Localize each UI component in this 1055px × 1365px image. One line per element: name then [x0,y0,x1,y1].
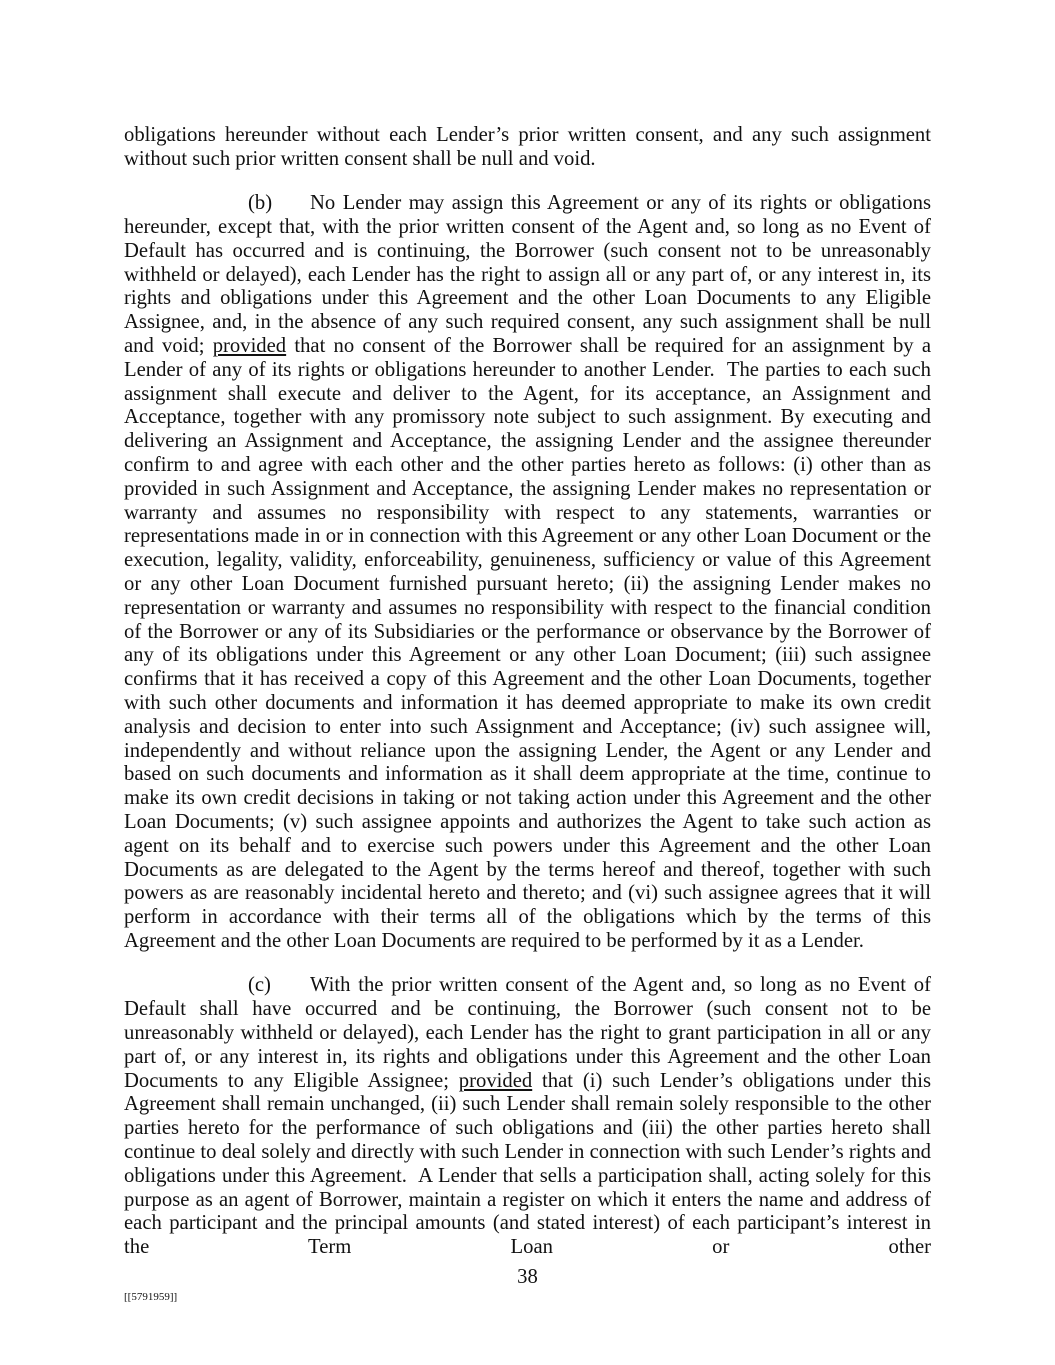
paragraph-c-label: (c) [248,974,271,997]
paragraph-b-provided: provided [212,335,287,358]
paragraph-b-label: (b) [248,192,273,215]
paragraph-b-text-1: No Lender may assign this Agreement or any of its rights or obligations hereunder, except that, with the prior written consent of the Agent and, so long as no Event of Default has occurred and is continuing, the Borrower (such consent not to be unreasonably withheld or delayed), each Lender has the right to assign all or any part of, or any interest in, its rights and obligations under this Agreement and the other Loan Documents to any Eligible Assignee, and, in the absence of any such required consent, any such assignment shall be null and void; [124,192,937,358]
paragraph-continuation: obligations hereunder without each Lender’s prior written consent, and any such assignment without such prior written consent shall be null and void. [124,124,937,170]
paragraph-b-text-2: that no consent of the Borrower shall be required for an assignment by a Lender of any of its rights or obligations hereunder to another Lender. The parties to each such assignment shall execute and deliver to the Agent, for its acceptance, an Assignment and Acceptance, together with any promissory note subject to such assignment. By executing and delivering an Assignment and Acceptance, the assigning Lender and the assignee thereunder confirm to and agree with each other and the other parties hereto as follows: (i) other than as provided in such Assignment and Acceptance, the assigning Lender makes no representation or warranty and assumes no responsibility with respect to any statements, warranties or representations made in or in connection with this Agreement or any other Loan Document or the execution, legality, validity, enforceability, genuineness, sufficiency or value of this Agreement or any other Loan Document furnished pursuant hereto; (ii) the assigning Lender makes no representation or warranty and assumes no responsibility with respect to the financial condition of the Borrower or any of its Subsidiaries or the performance or observance by the Borrower of any of its obligations under this Agreement or any other Loan Document; (iii) such assignee confirms that it has received a copy of this Agreement and the other Loan Documents, together with such other documents and information it has deemed appropriate to make its own credit analysis and decision to enter into such Assignment and Acceptance; (iv) such assignee will, independently and without reliance upon the assigning Lender, the Agent or any Lender and based on such documents and information as it shall deem appropriate at the time, continue to make its own credit decisions in taking or not taking action under this Agreement and the other Loan Documents; (v) such assignee appoints and authorizes the Agent to take such action as agent on its behalf and to exercise such powers under this Agreement and the other Loan Documents as are delegated to the Agent by the terms hereof and thereof, together with such powers as are reasonably incidental hereto and thereto; and (vi) such assignee agrees that it will perform in accordance with their terms all of the obligations which by the terms of this Agreement and the other Loan Documents are required to be performed by it as a Lender. [124,335,937,952]
paragraph-b [124,192,937,954]
paragraph-c [124,974,937,1260]
page-number: 38 [517,1266,538,1288]
paragraph-c-text-1: With the prior written consent of the Agent and, so long as no Event of Default shall have occurred and be continuing, the Borrower (such consent not to be unreasonably withheld or delayed), each Lender has the right to grant participation in all or any part of, or any interest in, its rights and obligations under this Agreement and the other Loan Documents to any Eligible Assignee; [124,974,937,1092]
paragraph-c-provided: provided [458,1069,533,1092]
paragraph-c-text-2: that (i) such Lender’s obligations under this Agreement shall remain unchanged, (ii) such Lender shall remain solely responsible to the other parties hereto for the performance of such obligations and (iii) the other parties hereto shall continue to deal solely and directly with such Lender in connection with such Lender’s rights and obligations under this Agreement. A Lender that sells a participation shall, acting solely for this purpose as an agent of Borrower, maintain a register on which it enters the name and address of each participant and the principal amounts (and stated interest) of each participant’s interest in the Term Loan or other [124,1069,937,1259]
document-body [124,124,937,1281]
document-id: [[5791959]] [124,1291,178,1303]
